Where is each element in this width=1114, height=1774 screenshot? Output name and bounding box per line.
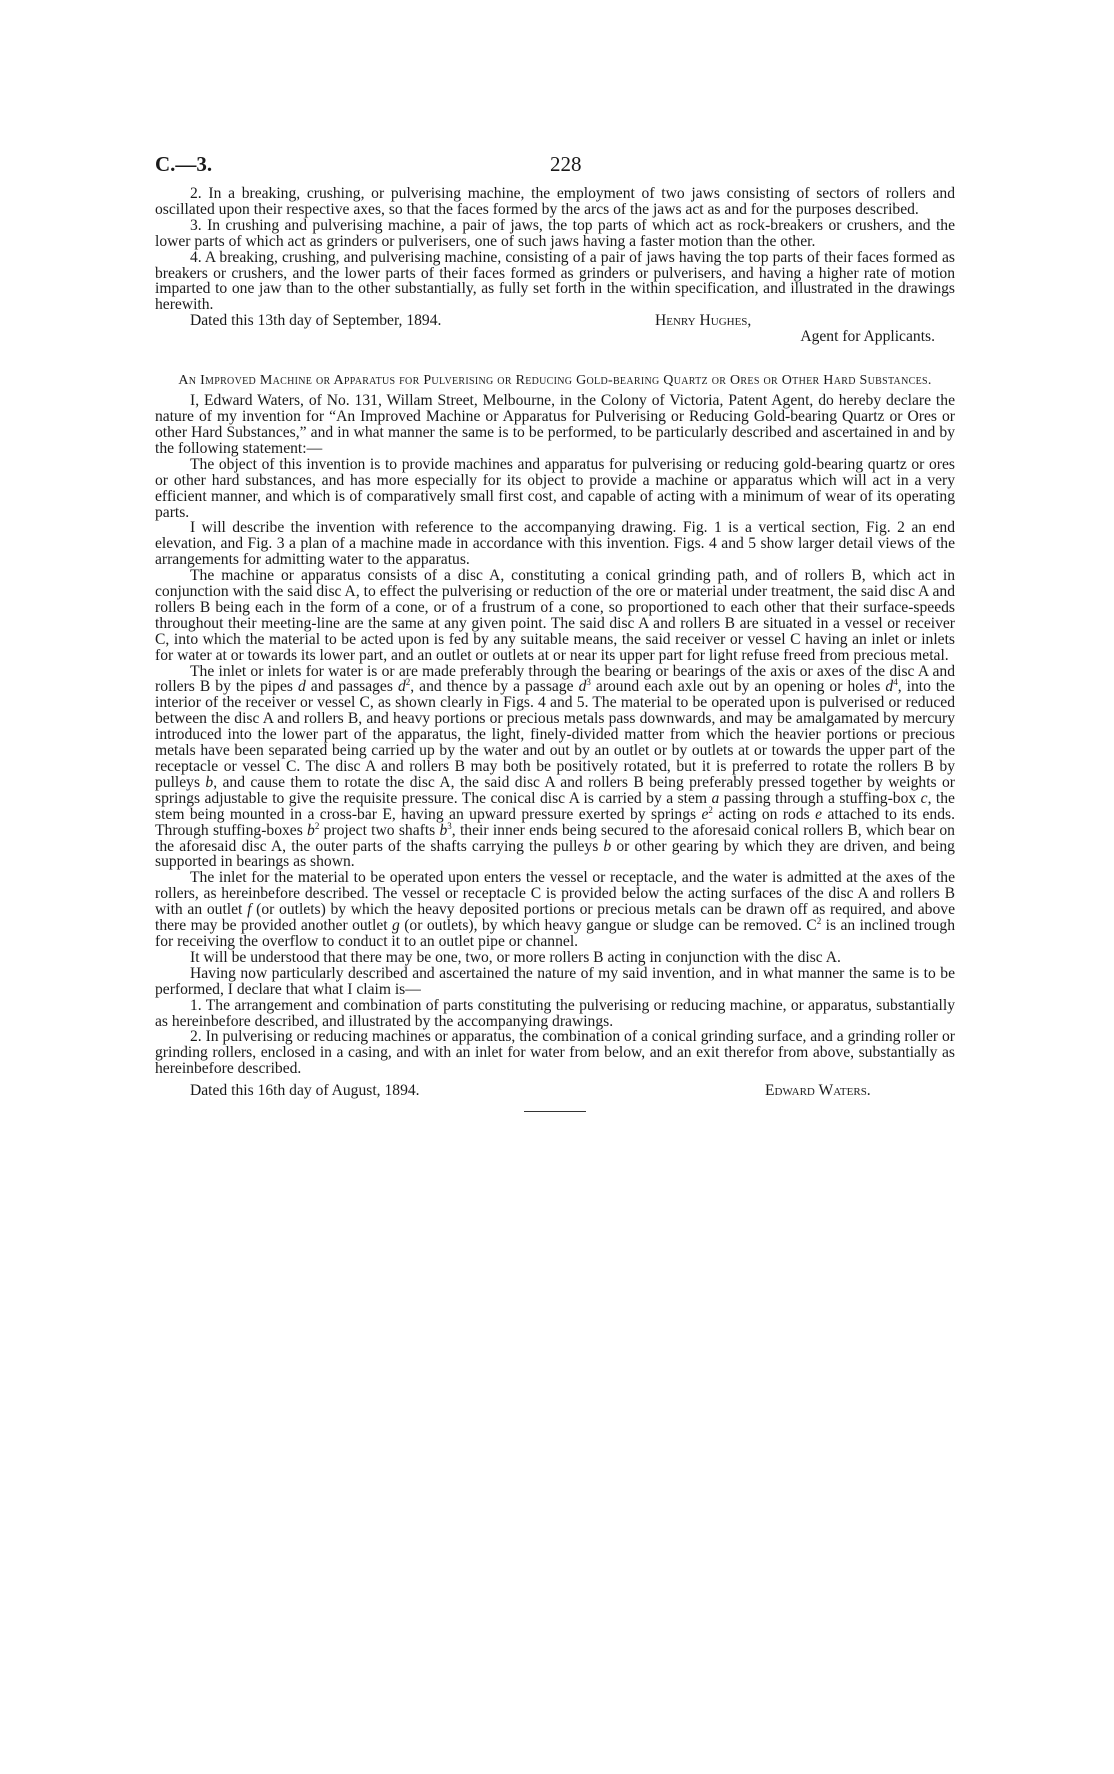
body-para-6: The inlet for the material to be operated upon enters the vessel or receptacle, and the water is admitted at the axes of the rollers, as hereinbefore described. The vessel or receptacle C is provided below the acting surfaces of the disc A and rollers B with an outlet f (or outlets) by which the heavy deposited portions or precious metals can be drawn off as required, and above there may be provided another outlet g (or outlets), by which heavy gangue or sludge can be removed. $C^2$ is an inclined trough for receiving the overflow to conduct it to an outlet pipe or channel. [155, 869, 955, 950]
body-para-1: I, Edward Waters, of No. 131, Willam Street, Melbourne, in the Colony of Victoria, Patent Agent, do hereby declare the nature of my invention for “An Improved Machine or Apparatus for Pulverising or Reducing Gold-bearing Quartz or Ores or other Hard Substances,” and in what manner the same is to be performed, to be particularly described and ascertained in and by the following statement:— [155, 392, 955, 457]
dated-line-2: Dated this 16th day of August, 1894. [190, 1082, 420, 1100]
signature-line-1 [155, 313, 955, 329]
page-header [155, 152, 955, 186]
document-page [155, 152, 955, 1112]
body-para-5: The inlet or inlets for water is or are made preferably through the bearing or bearings of the axis or axes of the disc A and rollers B by the pipes d and passages $d^2$, and thence by a passage $d^3$ around each axle out by an opening or holes $d^4$, into the interior of the receiver or vessel C, as shown clearly in Figs. 4 and 5. The material to be operated upon is pulverised or reduced between the disc A and rollers B, and heavy portions or precious metals pass downwards, and may be amalgamated by mercury introduced into the lower part of the apparatus, the light, finely-divided matter from which the heavier portions or precious metals have been separated being carried up by the water and out by an outlet or by outlets at or towards the upper part of the receptacle or vessel C. The disc A and rollers B may both be positively rotated, but it is preferred to rotate the rollers B by pulleys b, and cause them to rotate the disc A, the said disc A and rollers B being preferably pressed together by weights or springs adjustable to give the requisite pressure. The conical disc A is carried by a stem a passing through a stuffing-box c, the stem being mounted in a cross-bar E, having an upward pressure exerted by springs $e^2$ acting on rods e attached to its ends. Through stuffing-boxes $b^2$ project two shafts $b^3$, their inner ends being secured to the aforesaid conical rollers B, which bear on the aforesaid disc A, the outer parts of the shafts carrying the pulleys b or other gearing by which they are driven, and being supported in bearings as shown. [155, 662, 955, 871]
body-para-3: I will describe the invention with reference to the accompanying drawing. Fig. 1 is a vertical section, Fig. 2 an end elevation, and Fig. 3 a plan of a machine made in accordance with this invention. Figs. 4 and 5 show larger detail views of the arrangements for admitting water to the apparatus. [155, 519, 955, 569]
page-number: 228 [550, 152, 582, 176]
series-label: C.—3. [155, 152, 213, 176]
dated-line-1: Dated this 13th day of September, 1894. [190, 312, 442, 330]
claim-3-prev: 3. In crushing and pulverising machine, a pair of jaws, the top parts of which act as rock-breakers or crushers, and the lower parts of which act as grinders or pulverisers, one of such jaws having a faster motion than the other. [155, 216, 955, 250]
specification-title: An Improved Machine or Apparatus for Pulverising or Reducing Gold-bearing Quartz or Ores or Other Hard Substances. [178, 373, 932, 389]
body-para-7: It will be understood that there may be one, two, or more rollers B acting in conjunction with the disc A. [190, 948, 841, 966]
claim-4-prev: 4. A breaking, crushing, and pulverising machine, consisting of a pair of jaws having the top parts of their faces formed as breakers or crushers, and the lower parts of their faces formed as grinders or pulverisers, and having a higher rate of motion imparted to one jaw than to the other substantially, as fully set forth in the within specification, and illustrated in the drawings herewith. [155, 248, 955, 314]
end-rule [524, 1111, 586, 1112]
signatory-1: Henry Hughes, [655, 312, 752, 330]
claim-2: 2. In pulverising or reducing machines or apparatus, the combination of a conical grinding surface, and a grinding roller or grinding rollers, enclosed in a casing, and with an inlet for water from below, and an exit therefor from above, substantially as hereinbefore described. [155, 1028, 955, 1078]
claim-1: 1. The arrangement and combination of parts constituting the pulverising or reducing machine, or apparatus, substantially as hereinbefore described, and illustrated by the accompanying drawings. [155, 996, 955, 1030]
body-para-4: The machine or apparatus consists of a disc A, constituting a conical grinding path, and of rollers B, which act in conjunction with the said disc A, to effect the pulverising or reduction of the ore or material under treatment, the said disc A and rollers B being each in the form of a cone, or of a frustrum of a cone, so proportioned to each other that their surface-speeds throughout their meeting-line are the same at any given point. The said disc A and rollers B are situated in a vessel or receiver C, into which the material to be acted upon is fed by any suitable means, the said receiver or vessel C having an inlet or inlets for water at or towards its lower part, and an outlet or outlets at or near its upper part for light refuse freed from precious metal. [155, 567, 955, 664]
signature-line-2 [155, 1083, 955, 1099]
signatory-2: Edward Waters. [765, 1082, 871, 1100]
claim-2-prev: 2. In a breaking, crushing, or pulverising machine, the employment of two jaws consisting of sectors of rollers and oscillated upon their respective axes, so that the faces formed by the arcs of the jaws act as and for the purposes described. [155, 185, 955, 218]
body-para-8: Having now particularly described and ascertained the nature of my said invention, and in what manner the same is to be performed, I declare that what I claim is— [155, 964, 955, 998]
agent-role: Agent for Applicants. [800, 328, 935, 346]
body-para-2: The object of this invention is to provide machines and apparatus for pulverising or reducing gold-bearing quartz or ores or other hard substances, and has more especially for its object to provide a machine or apparatus which will act in a very efficient manner, and which is of comparatively small first cost, and capable of acting with a minimum of wear of its operating parts. [155, 455, 955, 521]
